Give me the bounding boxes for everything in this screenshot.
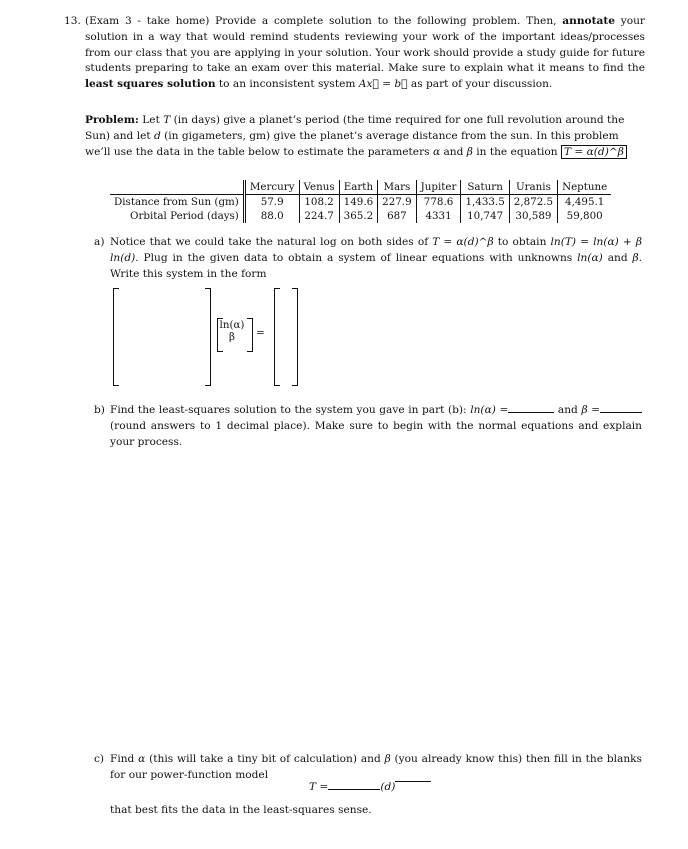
part-b-text-3: (round answers to 1 decimal place). Make sure to begin with the normal equations and explain your process. bbox=[110, 419, 642, 448]
table-row bbox=[110, 195, 611, 210]
part-a-text bbox=[110, 235, 642, 282]
part-c-closing: that best fits the data in the least-squares sense. bbox=[110, 804, 372, 816]
part-b-text-2: and bbox=[554, 404, 582, 416]
part-c-text-3: (you already know this) then fill in the blanks for our power-function model bbox=[110, 753, 642, 781]
part-a-text-4: and bbox=[602, 251, 633, 264]
part-b-text bbox=[110, 403, 642, 450]
part-b-label: b) bbox=[94, 404, 105, 416]
part-b-eq-2: β = bbox=[581, 404, 601, 416]
intro-equation: Ax⃗ = b⃗ bbox=[358, 78, 408, 91]
part-c-text bbox=[110, 752, 642, 784]
vector-b-right-bracket bbox=[292, 288, 298, 386]
part-c-var-alpha: α bbox=[138, 753, 146, 765]
intro-text-3: to an inconsistent system bbox=[215, 78, 359, 91]
part-c-text-2: (this will take a tiny bit of calculation) and bbox=[145, 753, 385, 765]
table-cell: 30,589 bbox=[509, 209, 557, 223]
table-row bbox=[110, 209, 611, 223]
alpha-blank[interactable] bbox=[328, 789, 380, 790]
table-cell: 778.6 bbox=[416, 195, 461, 210]
table-header-cell: Venus bbox=[299, 180, 339, 195]
problem-text-4: and bbox=[440, 145, 467, 158]
part-a-eq-4: β bbox=[632, 251, 639, 264]
part-b-text-1: Find the least-squares solution to the system you gave in part (b): bbox=[110, 404, 471, 416]
problem-text-5: in the equation bbox=[472, 145, 561, 158]
part-b-eq-1: ln(α) = bbox=[470, 404, 509, 416]
table-header-cell: Saturn bbox=[461, 180, 509, 195]
table-cell: 108.2 bbox=[299, 195, 339, 210]
vector-top-entry: ln(α) bbox=[219, 319, 245, 331]
intro-bold-least-squares: least squares solution bbox=[85, 78, 216, 91]
table-cell: 227.9 bbox=[378, 195, 416, 210]
part-a-text-5: . Write this system in the form bbox=[110, 251, 643, 280]
problem-var-d: d bbox=[153, 129, 161, 142]
problem-text-2: (in days) give a planet’s period (the time required for one full revolution around the Sun) and let bbox=[85, 114, 625, 142]
part-c-text-1: Find bbox=[110, 753, 139, 765]
part-a-text-3: . Plug in the given data to obtain a system of linear equations with unknowns bbox=[135, 251, 578, 264]
part-c-var-beta: β bbox=[384, 753, 391, 765]
problem-var-T: T bbox=[163, 114, 171, 126]
table-cell: 88.0 bbox=[260, 210, 284, 222]
part-a-text-1: Notice that we could take the natural log on both sides of bbox=[110, 236, 433, 248]
problem-statement bbox=[85, 113, 645, 160]
part-c-label: c) bbox=[94, 753, 105, 765]
power-model-line bbox=[309, 780, 431, 796]
part-a bbox=[94, 235, 646, 283]
vector-b-left-bracket bbox=[274, 288, 280, 386]
ln-alpha-blank[interactable] bbox=[508, 412, 554, 413]
part-a-text-2: to obtain bbox=[493, 236, 551, 248]
intro-text-2: your solution in a way that would remind students reviewing your work of the important ideas/processes from our class that you are applying in your solution. Your work should provide a study guide for future students preparing to take an exam over this material. Make sure to explain what it means to find the bbox=[85, 15, 645, 75]
matrix-A-right-bracket bbox=[205, 288, 211, 386]
exponent-blank[interactable] bbox=[395, 781, 431, 782]
table-cell: 2,872.5 bbox=[509, 195, 557, 210]
part-b bbox=[94, 403, 646, 448]
table-cell: 59,800 bbox=[558, 209, 612, 223]
problem-var-alpha: α bbox=[432, 145, 441, 158]
table-header-cell: Mars bbox=[378, 180, 416, 195]
intro-text-4: as part of your discussion. bbox=[407, 78, 553, 91]
table-cell: 57.9 bbox=[260, 196, 284, 208]
model-d: (d) bbox=[380, 781, 396, 793]
table-row-label: Orbital Period (days) bbox=[110, 209, 244, 223]
table-header-cell: Mercury bbox=[244, 180, 299, 195]
table-cell: 10,747 bbox=[461, 209, 509, 223]
planet-data-table bbox=[110, 180, 611, 223]
table-cell: 687 bbox=[378, 209, 416, 223]
table-cell: 4,495.1 bbox=[558, 195, 612, 210]
matrix-equals-sign: = bbox=[256, 327, 265, 339]
problem-text-1: Let bbox=[138, 114, 164, 126]
part-a-eq-2: ln(T) = ln(α) + β ln(d) bbox=[110, 236, 642, 264]
beta-blank[interactable] bbox=[600, 412, 642, 413]
table-header-cell: Jupiter bbox=[416, 180, 461, 195]
table-cell: 1,433.5 bbox=[461, 195, 509, 210]
intro-text-1: (Exam 3 - take home) Provide a complete solution to the following problem. Then, bbox=[85, 15, 563, 27]
table-header-row bbox=[110, 180, 611, 195]
table-header-cell: Uranis bbox=[509, 180, 557, 195]
problem-label: Problem: bbox=[85, 114, 139, 126]
table-cell: 365.2 bbox=[339, 209, 377, 223]
table-corner bbox=[110, 180, 244, 195]
table-row-label: Distance from Sun (gm) bbox=[110, 195, 244, 210]
table-header-cell: Neptune bbox=[558, 180, 612, 195]
unknown-vector bbox=[215, 319, 249, 343]
problem-equation-box bbox=[561, 145, 627, 159]
part-a-eq-3: ln(α) bbox=[577, 251, 603, 264]
question-intro bbox=[85, 14, 645, 93]
table-header-cell: Earth bbox=[339, 180, 377, 195]
question-number: 13. bbox=[64, 15, 81, 27]
model-T-equals: T = bbox=[309, 781, 329, 793]
table-cell: 4331 bbox=[416, 209, 461, 223]
problem-equation: T = α(d)^β bbox=[563, 145, 624, 158]
problem-text-3: (in gigameters, gm) give the planet’s average distance from the sun. In this problem we’ll use the data in the table below to estimate the parameters bbox=[85, 129, 619, 158]
table-cell: 224.7 bbox=[299, 209, 339, 223]
intro-bold-annotate: annotate bbox=[562, 15, 615, 27]
problem-var-beta: β bbox=[466, 145, 473, 158]
part-a-eq-1: T = α(d)^β bbox=[432, 236, 494, 248]
vector-bottom-entry: β bbox=[229, 331, 235, 343]
matrix-A-left-bracket bbox=[113, 288, 119, 386]
table-cell: 149.6 bbox=[339, 195, 377, 210]
part-a-label: a) bbox=[94, 236, 105, 248]
